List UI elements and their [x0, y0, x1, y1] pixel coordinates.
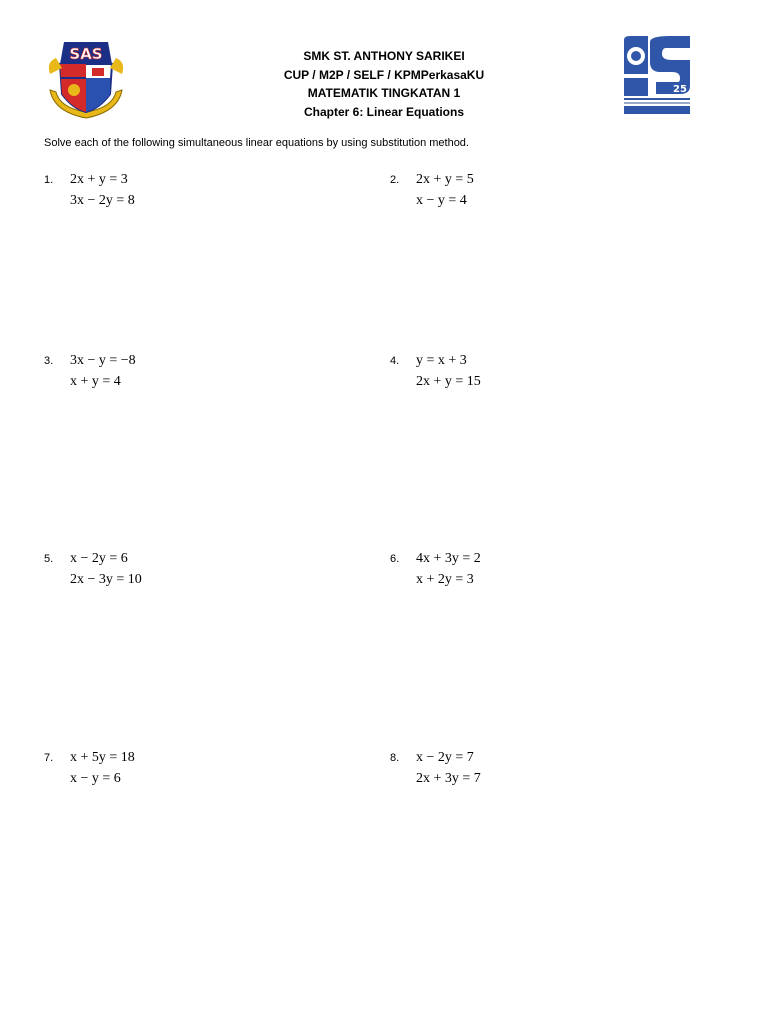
school-name: SMK ST. ANTHONY SARIKEI: [303, 49, 465, 63]
equation-2: 3x − 2y = 8: [70, 193, 135, 208]
problem-number: 3.: [44, 355, 54, 367]
equation-2: x − y = 6: [70, 771, 121, 786]
equation-2: x − y = 4: [416, 193, 467, 208]
equation-2: 2x − 3y = 10: [70, 572, 142, 587]
equation-1: x − 2y = 7: [416, 750, 474, 765]
equation-2: 2x + y = 15: [416, 374, 481, 389]
crest-lettering: SAS: [69, 45, 103, 63]
program-list: CUP / M2P / SELF / KPMPerkasaKU: [283, 67, 485, 82]
equation-1: x − 2y = 6: [70, 551, 128, 566]
anniversary-number: 25: [673, 84, 687, 95]
problem-number: 2.: [390, 174, 400, 186]
anniversary-logo: [620, 34, 694, 116]
instruction-text: Solve each of the following simultaneous linear equations by using substitution method.: [44, 137, 469, 149]
equation-1: 3x − y = −8: [70, 353, 136, 368]
subject-title: MATEMATIK TINGKATAN 1: [307, 86, 461, 100]
equation-2: 2x + 3y = 7: [416, 771, 481, 786]
problem-number: 4.: [390, 355, 400, 367]
problem-number: 5.: [44, 553, 54, 565]
equation-2: x + 2y = 3: [416, 572, 474, 587]
equation-2: x + y = 4: [70, 374, 121, 389]
chapter-title: Chapter 6: Linear Equations: [303, 104, 465, 119]
equation-1: x + 5y = 18: [70, 750, 135, 765]
problem-number: 1.: [44, 174, 54, 186]
problem-number: 8.: [390, 752, 400, 764]
equation-1: 2x + y = 5: [416, 172, 474, 187]
problem-number: 7.: [44, 752, 54, 764]
problem-number: 6.: [390, 553, 400, 565]
equation-1: 2x + y = 3: [70, 172, 128, 187]
equation-1: y = x + 3: [416, 353, 467, 368]
equation-1: 4x + 3y = 2: [416, 551, 481, 566]
